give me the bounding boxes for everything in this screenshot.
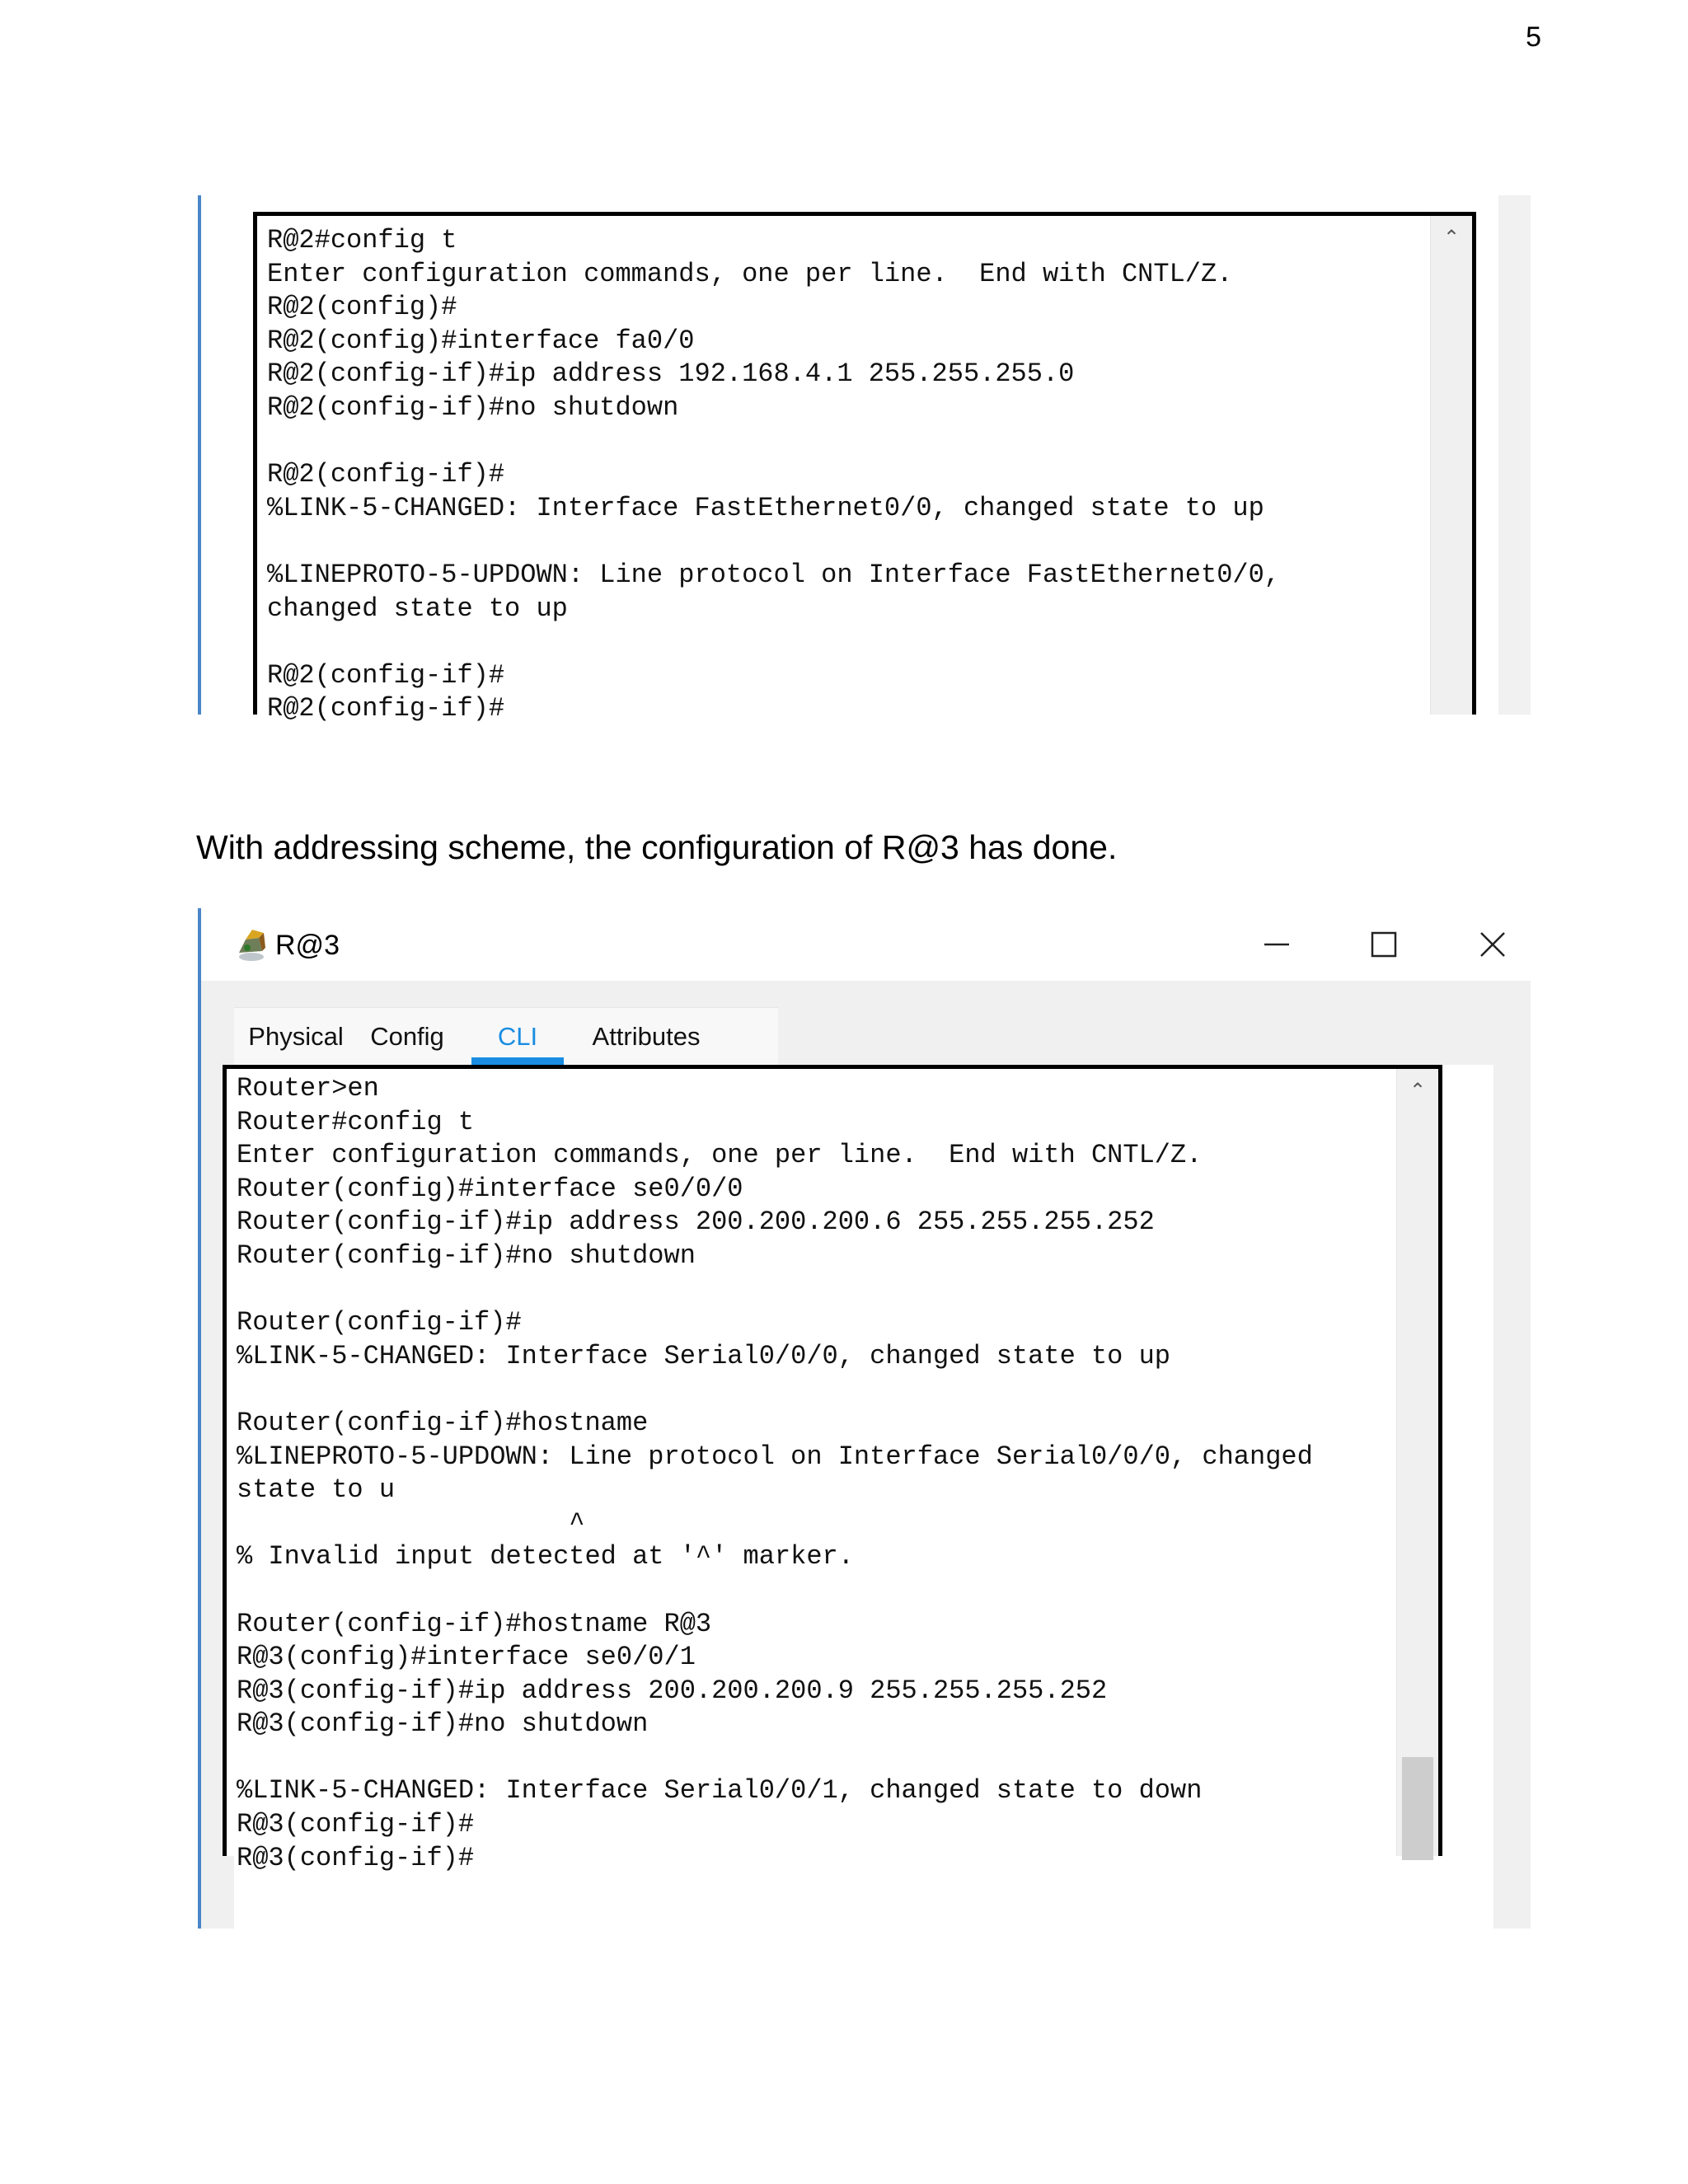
cli-terminal[interactable]: [223, 1065, 1442, 1873]
terminal-scrollbar[interactable]: [1396, 1069, 1438, 1856]
caption-text: With addressing scheme, the configuration of R@3 has done.: [196, 828, 1118, 866]
cli-line: Enter configuration commands, one per line. End with CNTL/Z.: [237, 1140, 1203, 1171]
tab-physical[interactable]: Physical: [248, 1022, 344, 1051]
cli-line: ^: [237, 1507, 585, 1539]
cli-line: R@2#config t: [267, 225, 457, 255]
cli-line: R@3(config-if)#ip address 200.200.200.9 255.255.255.252: [237, 1675, 1108, 1706]
cli-line: %LINK-5-CHANGED: Interface Serial0/0/0, changed state to up: [237, 1340, 1170, 1371]
cli-line: Router(config-if)#hostname: [237, 1407, 649, 1438]
minimize-button[interactable]: [1248, 918, 1306, 971]
cli-line: R@3(config-if)#: [237, 1809, 475, 1840]
cli-line: %LINEPROTO-5-UPDOWN: Line protocol on Interface Serial0/0/0, changed: [237, 1441, 1313, 1472]
cli-output: [267, 224, 1423, 726]
tab-strip: [234, 1007, 778, 1066]
cli-line: %LINEPROTO-5-UPDOWN: Line protocol on Interface FastEthernet0/0,: [267, 559, 1280, 590]
cli-line: Router(config-if)#ip address 200.200.200.6 255.255.255.252: [237, 1207, 1155, 1238]
cli-line: [237, 1574, 1389, 1608]
cli-line: state to u: [237, 1474, 396, 1506]
cli-line: Router#config t: [237, 1106, 475, 1137]
terminal-scrollbar[interactable]: [1430, 216, 1472, 715]
cli-line: R@2(config)#interface fa0/0: [267, 325, 695, 356]
cli-line: [267, 525, 1423, 559]
cli-line: Enter configuration commands, one per line. End with CNTL/Z.: [267, 258, 1233, 289]
cli-line: R@3(config)#interface se0/0/1: [237, 1642, 696, 1673]
minimize-icon: [1263, 930, 1291, 958]
cli-line: %LINK-5-CHANGED: Interface Serial0/0/1, changed state to down: [237, 1775, 1203, 1807]
cli-line: R@2(config)#: [267, 292, 457, 323]
tab-cli[interactable]: CLI: [497, 1022, 538, 1051]
cli-line: Router(config)#interface se0/0/0: [237, 1173, 743, 1204]
cli-line: R@2(config-if)#: [267, 459, 505, 490]
chevron-up-icon[interactable]: ⌃: [1409, 1079, 1427, 1102]
maximize-button[interactable]: [1355, 918, 1413, 971]
cli-line: % Invalid input detected at '^' marker.: [237, 1541, 854, 1572]
cli-line: [237, 1273, 1389, 1307]
cli-line: %LINK-5-CHANGED: Interface FastEthernet0/0, changed state to up: [267, 492, 1264, 523]
maximize-icon: [1370, 930, 1398, 958]
cli-line: changed state to up: [267, 593, 568, 624]
tab-config[interactable]: Config: [370, 1022, 444, 1051]
cli-line: [237, 1373, 1389, 1407]
cli-line: R@3(config-if)#no shutdown: [237, 1708, 649, 1740]
tab-attributes[interactable]: Attributes: [592, 1022, 701, 1051]
cli-output: [237, 1072, 1389, 1875]
cli-line: R@3(config-if)#: [237, 1842, 475, 1873]
cli-line: Router(config-if)#hostname R@3: [237, 1608, 712, 1639]
r3-device-window: [198, 908, 1531, 1929]
cli-line: [237, 1741, 1389, 1775]
cli-line: R@2(config-if)#: [267, 659, 505, 691]
cli-line: Router>en: [237, 1073, 379, 1104]
cli-line: R@2(config-if)#ip address 192.168.4.1 255.255.255.0: [267, 359, 1075, 390]
page-number: 5: [1526, 21, 1541, 53]
window-title: R@3: [275, 930, 340, 961]
r2-cli-screenshot: [198, 195, 1531, 724]
close-button[interactable]: [1464, 918, 1522, 971]
cli-line: Router(config-if)#no shutdown: [237, 1240, 696, 1271]
cli-line: R@2(config-if)#no shutdown: [267, 391, 679, 423]
cli-line: Router(config-if)#: [237, 1307, 522, 1338]
cli-line: R@2(config-if)#: [267, 693, 505, 724]
scrollbar-thumb[interactable]: [1402, 1757, 1433, 1860]
cli-terminal[interactable]: [253, 212, 1476, 724]
close-icon: [1479, 930, 1507, 958]
cli-line: [267, 626, 1423, 659]
chevron-up-icon[interactable]: ⌃: [1442, 226, 1461, 249]
cli-line: [267, 425, 1423, 459]
title-bar[interactable]: [201, 908, 1531, 981]
router-icon: [234, 926, 267, 963]
